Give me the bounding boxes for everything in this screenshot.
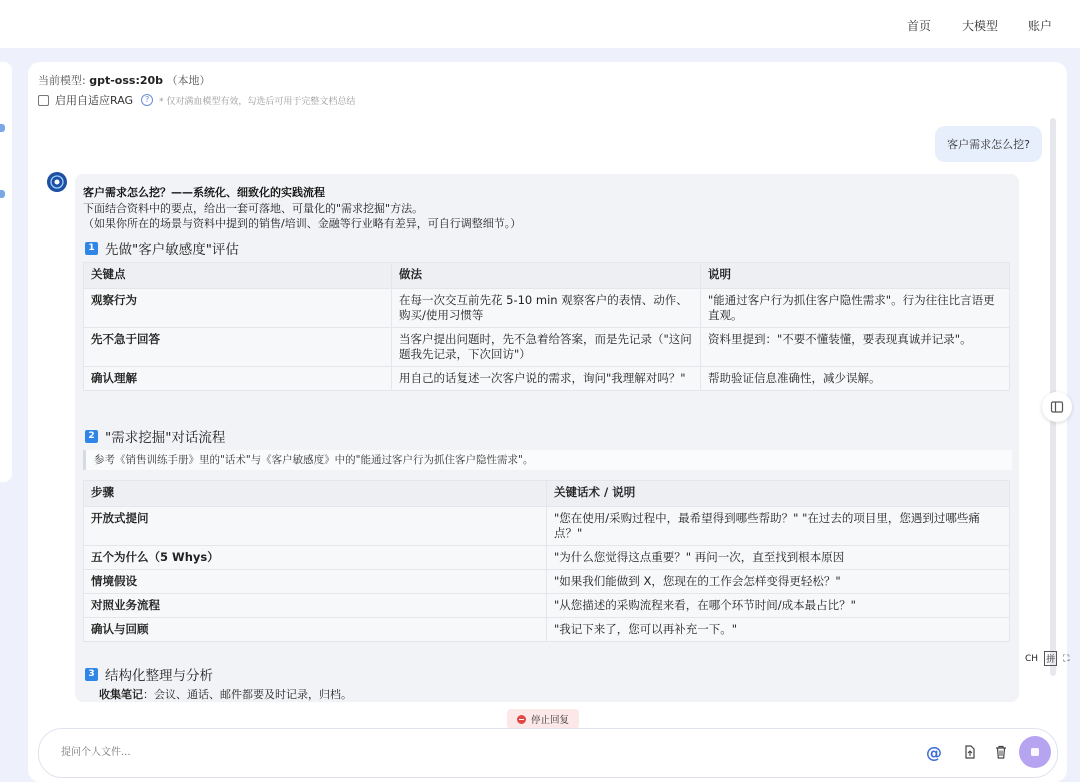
section-heading — [85, 426, 225, 446]
section-heading — [85, 238, 239, 258]
table-cell: "您在使用/采购过程中，最希望得到哪些帮助？" "在过去的项目里，您遇到过哪些痛点？" — [547, 507, 1010, 546]
send-icon — [1028, 745, 1042, 759]
chat-input-bar — [38, 728, 1058, 778]
stop-label: 停止回复 — [531, 715, 570, 726]
table-header-row — [84, 263, 1010, 289]
top-bar — [0, 0, 1080, 48]
sensitivity-table — [83, 262, 1010, 391]
table-header-row — [84, 481, 1010, 507]
answer-intro-note: （如果你所在的场景与资料中提到的销售/培训、金融等行业略有差异，可自行调整细节。） — [83, 217, 522, 230]
table-cell: 资料里提到："不要不懂装懂，要表现真诚并记录"。 — [701, 328, 1010, 367]
table-header: 步骤 — [84, 481, 547, 507]
answer-intro: 下面结合资料中的要点，给出一套可落地、可量化的"需求挖掘"方法。 — [83, 202, 424, 215]
table-row — [84, 594, 1010, 618]
table-cell: "如果我们能做到 X，您现在的工作会怎样变得更轻松？" — [547, 570, 1010, 594]
table-row — [84, 546, 1010, 570]
nav-models[interactable]: 大模型 — [962, 19, 999, 33]
section-title: 先做"客户敏感度"评估 — [105, 242, 239, 258]
table-row — [84, 289, 1010, 328]
rag-hint: * 仅对满血模型有效，勾选后可用于完整文档总结 — [159, 96, 356, 107]
panel-toggle-icon — [1050, 400, 1064, 414]
table-cell: 在每一次交互前先花 5-10 min 观察客户的表情、动作、购买/使用习惯等 — [392, 289, 701, 328]
help-icon[interactable]: ? — [141, 94, 153, 106]
ime-mode[interactable]: 拼 — [1044, 651, 1057, 666]
model-label: 当前模型: — [38, 74, 86, 87]
reference-quote: 参考《销售训练手册》里的"话术"与《客户敏感度》中的"能通过客户行为抓住客户隐性需求"。 — [83, 450, 1012, 470]
sidebar-marker — [0, 190, 5, 198]
table-cell: "能通过客户行为抓住客户隐性需求"。行为往往比言语更直观。 — [701, 289, 1010, 328]
table-cell: "从您描述的采购流程来看，在哪个环节时间/成本最占比？" — [547, 594, 1010, 618]
rag-label: 启用自适应RAG — [55, 94, 134, 107]
table-cell: 观察行为 — [84, 289, 392, 328]
send-button[interactable] — [1019, 736, 1051, 768]
table-cell: 先不急于回答 — [84, 328, 392, 367]
table-cell: 帮助验证信息准确性，减少误解。 — [701, 367, 1010, 391]
table-cell: 开放式提问 — [84, 507, 547, 546]
upload-file-icon[interactable] — [961, 743, 979, 761]
section-title: "需求挖掘"对话流程 — [105, 430, 226, 446]
left-sidebar-edge[interactable] — [0, 62, 12, 482]
model-name: gpt-oss:20b — [89, 74, 164, 87]
rag-checkbox[interactable] — [38, 95, 49, 106]
table-header: 关键话术 / 说明 — [547, 481, 1010, 507]
table-row — [84, 618, 1010, 642]
table-header: 关键点 — [84, 263, 392, 289]
trash-icon[interactable] — [992, 743, 1010, 761]
section-number: 1 — [85, 242, 98, 255]
nav-account[interactable]: 账户 — [1028, 19, 1053, 33]
model-suffix: （本地） — [166, 74, 211, 87]
table-row — [84, 328, 1010, 367]
list-item — [99, 686, 352, 702]
table-row — [84, 367, 1010, 391]
assistant-avatar-icon — [47, 172, 67, 192]
table-cell: 五个为什么（5 Whys） — [84, 546, 547, 570]
ime-lang[interactable]: CH — [1025, 653, 1039, 664]
assistant-message — [75, 174, 1019, 702]
nav-home[interactable]: 首页 — [907, 19, 932, 33]
section-number: 3 — [85, 668, 98, 681]
chat-input[interactable] — [59, 746, 663, 759]
table-cell: "我记下来了，您可以再补充一下。" — [547, 618, 1010, 642]
section-heading — [85, 664, 213, 684]
mention-icon[interactable]: @ — [926, 742, 942, 762]
stop-reply-button[interactable] — [507, 709, 579, 729]
expand-icon[interactable]: ⛶ — [1063, 653, 1070, 664]
table-header: 做法 — [392, 263, 701, 289]
table-cell: 确认与回顾 — [84, 618, 547, 642]
dialogue-flow-table — [83, 480, 1010, 642]
answer-title: 客户需求怎么挖？——系统化、细致化的实践流程 — [83, 186, 325, 199]
rag-option — [38, 92, 355, 108]
table-header: 说明 — [701, 263, 1010, 289]
current-model — [38, 72, 211, 88]
ime-indicator — [1025, 651, 1069, 666]
table-cell: 对照业务流程 — [84, 594, 547, 618]
table-cell: 情境假设 — [84, 570, 547, 594]
table-cell: 用自己的话复述一次客户说的需求，询问"我理解对吗？" — [392, 367, 701, 391]
section-number: 2 — [85, 430, 98, 443]
table-cell: "为什么您觉得这点重要？" 再问一次，直至找到根本原因 — [547, 546, 1010, 570]
table-cell: 当客户提出问题时，先不急着给答案，而是先记录（"这问题我先记录，下次回访"） — [392, 328, 701, 367]
list-item-label: 收集笔记 — [99, 688, 143, 701]
table-row — [84, 507, 1010, 546]
user-message: 客户需求怎么挖? — [935, 126, 1042, 162]
stop-icon — [517, 715, 526, 724]
table-cell: 确认理解 — [84, 367, 392, 391]
section-title: 结构化整理与分析 — [105, 668, 213, 684]
side-panel-toggle[interactable] — [1042, 392, 1072, 422]
sidebar-marker — [0, 124, 5, 132]
table-row — [84, 570, 1010, 594]
list-item-text: ：会议、通话、邮件都要及时记录，归档。 — [143, 688, 352, 701]
